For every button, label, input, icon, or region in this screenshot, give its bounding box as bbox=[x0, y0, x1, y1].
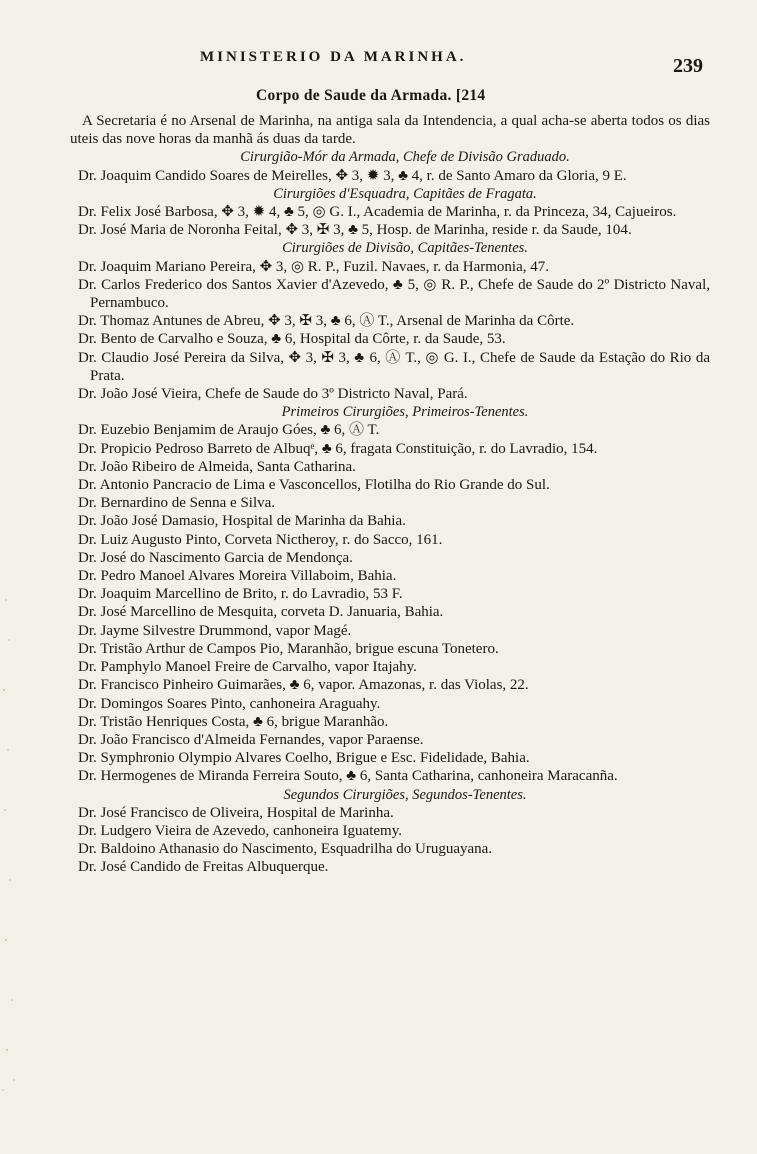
roster-entry: Dr. João Francisco d'Almeida Fernandes, vapor Paraense. bbox=[78, 731, 424, 748]
roster-entry: Dr. Francisco Pinheiro Guimarães, ♣ 6, vapor. Amazonas, r. das Violas, 22. bbox=[78, 677, 529, 694]
roster-entry: Dr. Tristão Arthur de Campos Pio, Maranhão, brigue escuna Tonetero. bbox=[78, 640, 499, 657]
rank-heading: Cirurgiões de Divisão, Capitães-Tenentes. bbox=[282, 240, 528, 257]
roster-entry: Dr. Ludgero Vieira de Azevedo, canhoneira Iguatemy. bbox=[78, 822, 402, 839]
margin-speckle-decoration bbox=[0, 580, 22, 1100]
roster-entry: Dr. Thomaz Antunes de Abreu, ✥ 3, ✠ 3, ♣ 6, Ⓐ T., Arsenal de Marinha da Côrte. bbox=[78, 313, 575, 330]
roster-entry: Dr. Symphronio Olympio Alvares Coelho, Brigue e Esc. Fidelidade, Bahia. bbox=[78, 750, 530, 767]
roster-entry: Dr. Domingos Soares Pinto, canhoneira Araguahy. bbox=[78, 695, 381, 712]
roster-entry: Dr. João Ribeiro de Almeida, Santa Catharina. bbox=[78, 458, 356, 475]
roster-entry: Dr. Baldoino Athanasio do Nascimento, Esquadrilha do Uruguayana. bbox=[78, 841, 493, 858]
roster-entry: Dr. Pamphylo Manoel Freire de Carvalho, vapor Itajahy. bbox=[78, 659, 417, 676]
roster-entry: Dr. Euzebio Benjamim de Araujo Góes, ♣ 6, Ⓐ T. bbox=[78, 422, 380, 439]
roster-entry: Dr. José Marcellino de Mesquita, corveta D. Januaria, Bahia. bbox=[78, 604, 444, 621]
section-title: Corpo de Saude da Armada. [214 bbox=[256, 87, 486, 104]
roster-entry: Dr. José do Nascimento Garcia de Mendonça. bbox=[78, 549, 353, 566]
rank-heading: Cirurgiões d'Esquadra, Capitães de Fragata. bbox=[273, 185, 537, 202]
intro-paragraph: A Secretaria é no Arsenal de Marinha, na antiga sala da Intendencia, a qual acha-se aberta todos os dias uteis das nove horas da manhã ás duas da tarde. bbox=[70, 113, 710, 148]
roster-entry: Dr. Felix José Barbosa, ✥ 3, ✹ 4, ♣ 5, ◎ G. I., Academia de Marinha, r. da Princeza, 34, Cajueiros. bbox=[78, 204, 677, 221]
roster-entry: Dr. Tristão Henriques Costa, ♣ 6, brigue Maranhão. bbox=[78, 713, 389, 730]
roster-entry: Dr. Antonio Pancracio de Lima e Vasconcellos, Flotilha do Rio Grande do Sul. bbox=[78, 477, 550, 494]
roster-entry: Dr. Jayme Silvestre Drummond, vapor Magé. bbox=[78, 622, 352, 639]
roster-entry: Dr. José Candido de Freitas Albuquerque. bbox=[78, 859, 329, 876]
rank-heading: Primeiros Cirurgiões, Primeiros-Tenentes. bbox=[281, 404, 529, 421]
roster-entry: Dr. Joaquim Marcellino de Brito, r. do Lavradio, 53 F. bbox=[78, 586, 403, 603]
document-body bbox=[70, 112, 710, 877]
rank-heading: Segundos Cirurgiões, Segundos-Tenentes. bbox=[283, 786, 527, 803]
page-number: 239 bbox=[673, 55, 703, 77]
roster-entry: Dr. Luiz Augusto Pinto, Corveta Nictheroy, r. do Sacco, 161. bbox=[78, 531, 443, 548]
roster-entry: Dr. Propicio Pedroso Barreto de Albuqᵉ, ♣ 6, fragata Constituição, r. do Lavradio, 154. bbox=[78, 440, 598, 457]
running-head: MINISTERIO DA MARINHA. bbox=[200, 49, 467, 65]
roster-entry: Dr. Joaquim Candido Soares de Meirelles, ✥ 3, ✹ 3, ♣ 4, r. de Santo Amaro da Gloria, 9 E. bbox=[78, 167, 627, 184]
rank-heading: Cirurgião-Mór da Armada, Chefe de Divisão Graduado. bbox=[240, 149, 570, 166]
roster-entry: Dr. Bernardino de Senna e Silva. bbox=[78, 495, 276, 512]
roster-entry: Dr. Pedro Manoel Alvares Moreira Villaboim, Bahia. bbox=[78, 568, 397, 585]
roster-entry: Dr. José Maria de Noronha Feital, ✥ 3, ✠ 3, ♣ 5, Hosp. de Marinha, reside r. da Saude, 104. bbox=[78, 222, 632, 239]
roster-entry: Dr. Carlos Frederico dos Santos Xavier d'Azevedo, ♣ 5, ◎ R. P., Chefe de Saude do 2º Districto Naval, Pernambuco. bbox=[78, 276, 710, 312]
roster-entry: Dr. Claudio José Pereira da Silva, ✥ 3, ✠ 3, ♣ 6, Ⓐ T., ◎ G. I., Chefe de Saude da Estação do Rio da Prata. bbox=[78, 349, 710, 384]
roster-groups bbox=[70, 148, 710, 876]
roster-entry: Dr. João José Vieira, Chefe de Saude do 3º Districto Naval, Pará. bbox=[78, 386, 468, 403]
roster-entry: Dr. Bento de Carvalho e Souza, ♣ 6, Hospital da Côrte, r. da Saude, 53. bbox=[78, 331, 506, 348]
roster-entry: Dr. José Francisco de Oliveira, Hospital de Marinha. bbox=[78, 804, 394, 821]
roster-entry: Dr. João José Damasio, Hospital de Marinha da Bahia. bbox=[78, 513, 406, 530]
roster-entry: Dr. Hermogenes de Miranda Ferreira Souto, ♣ 6, Santa Catharina, canhoneira Maracanña. bbox=[78, 768, 618, 785]
roster-entry: Dr. Joaquim Mariano Pereira, ✥ 3, ◎ R. P., Fuzil. Navaes, r. da Harmonia, 47. bbox=[78, 258, 549, 275]
